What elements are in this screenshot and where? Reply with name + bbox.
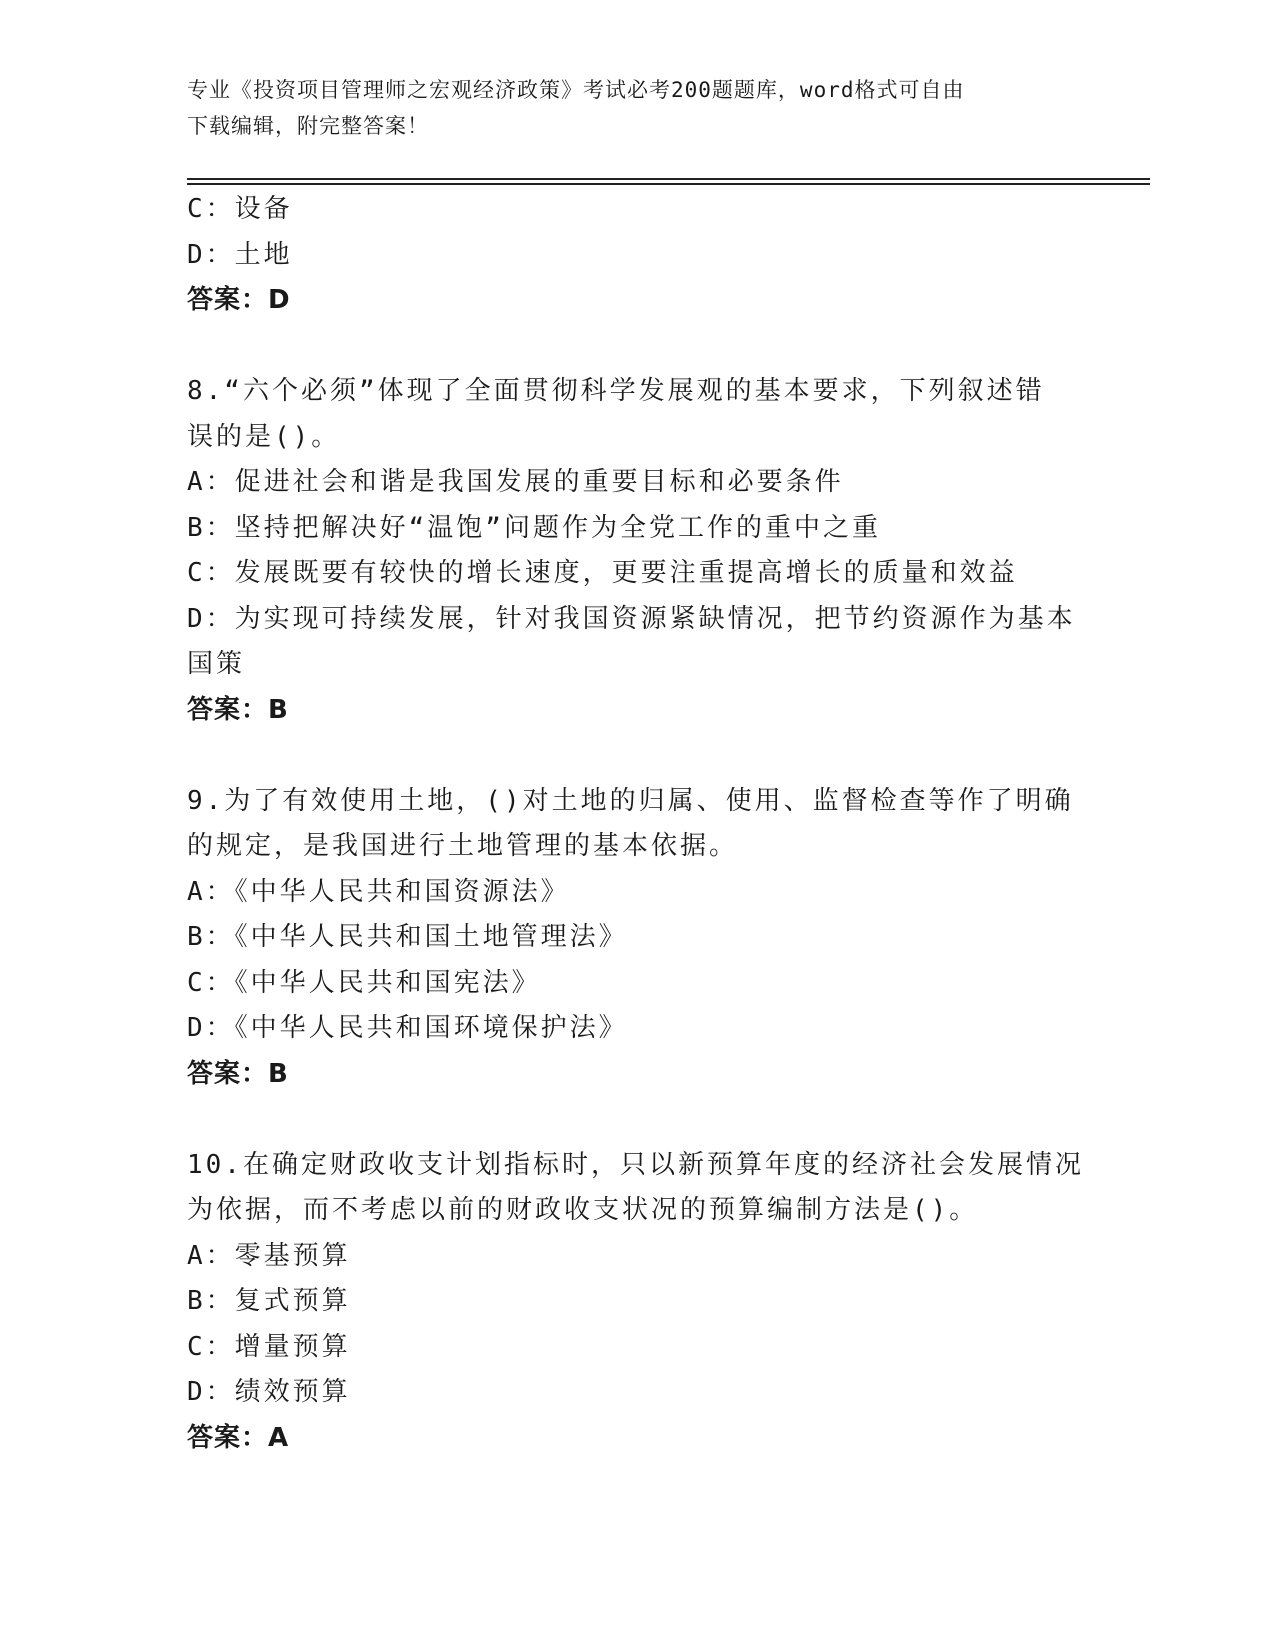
answer-line: 答案：B — [187, 694, 289, 725]
question-9-block — [187, 779, 1087, 1098]
header-line-2: 下载编辑，附完整答案！ — [187, 114, 429, 138]
answer-line: 答案：B — [187, 1058, 289, 1089]
option-c: C：增量预算 — [187, 1331, 351, 1362]
option-d-continued: 国策 — [187, 649, 246, 679]
question-8-block — [187, 369, 1087, 733]
prev-question-block — [187, 187, 1087, 324]
option-b: B：《中华人民共和国土地管理法》 — [187, 922, 628, 952]
option-c: C：发展既要有较快的增长速度，更要注重提高增长的质量和效益 — [187, 558, 1018, 588]
option-b: B：坚持把解决好“温饱”问题作为全党工作的重中之重 — [187, 512, 881, 543]
question-content — [187, 187, 1087, 1461]
header-divider-bottom — [187, 183, 1150, 185]
option-a: A：《中华人民共和国资源法》 — [187, 876, 570, 907]
option-c: C：《中华人民共和国宪法》 — [187, 967, 541, 998]
answer-line: 答案：A — [187, 1422, 290, 1453]
question-stem-line: 为依据，而不考虑以前的财政收支状况的预算编制方法是()。 — [187, 1195, 979, 1225]
option-b: B：复式预算 — [187, 1286, 351, 1316]
question-stem-line: 8.“六个必须”体现了全面贯彻科学发展观的基本要求，下列叙述错 — [187, 376, 1045, 406]
question-stem-line: 的规定，是我国进行土地管理的基本依据。 — [187, 831, 739, 861]
header-line-1: 专业《投资项目管理师之宏观经济政策》考试必考200题题库，word格式可自由 — [187, 78, 965, 102]
option-d: D：绩效预算 — [187, 1377, 351, 1407]
question-10-block — [187, 1143, 1087, 1462]
spacer — [187, 324, 1087, 370]
question-stem-line: 误的是()。 — [187, 421, 341, 452]
option-d: D：为实现可持续发展，针对我国资源紧缺情况，把节约资源作为基本 — [187, 603, 1076, 634]
spacer — [187, 733, 1087, 779]
question-stem-line: 9.为了有效使用土地，()对土地的归属、使用、监督检查等作了明确 — [187, 785, 1074, 816]
header-divider-top — [187, 178, 1150, 180]
spacer — [187, 1097, 1087, 1143]
option-a: A：促进社会和谐是我国发展的重要目标和必要条件 — [187, 467, 844, 497]
option-d: D：土地 — [187, 239, 293, 270]
option-d: D：《中华人民共和国环境保护法》 — [187, 1013, 628, 1043]
option-a: A：零基预算 — [187, 1240, 351, 1271]
question-stem-line: 10.在确定财政收支计划指标时，只以新预算年度的经济社会发展情况 — [187, 1149, 1084, 1180]
document-header — [187, 72, 1087, 144]
answer-line: 答案：D — [187, 285, 291, 315]
option-c: C：设备 — [187, 194, 293, 224]
